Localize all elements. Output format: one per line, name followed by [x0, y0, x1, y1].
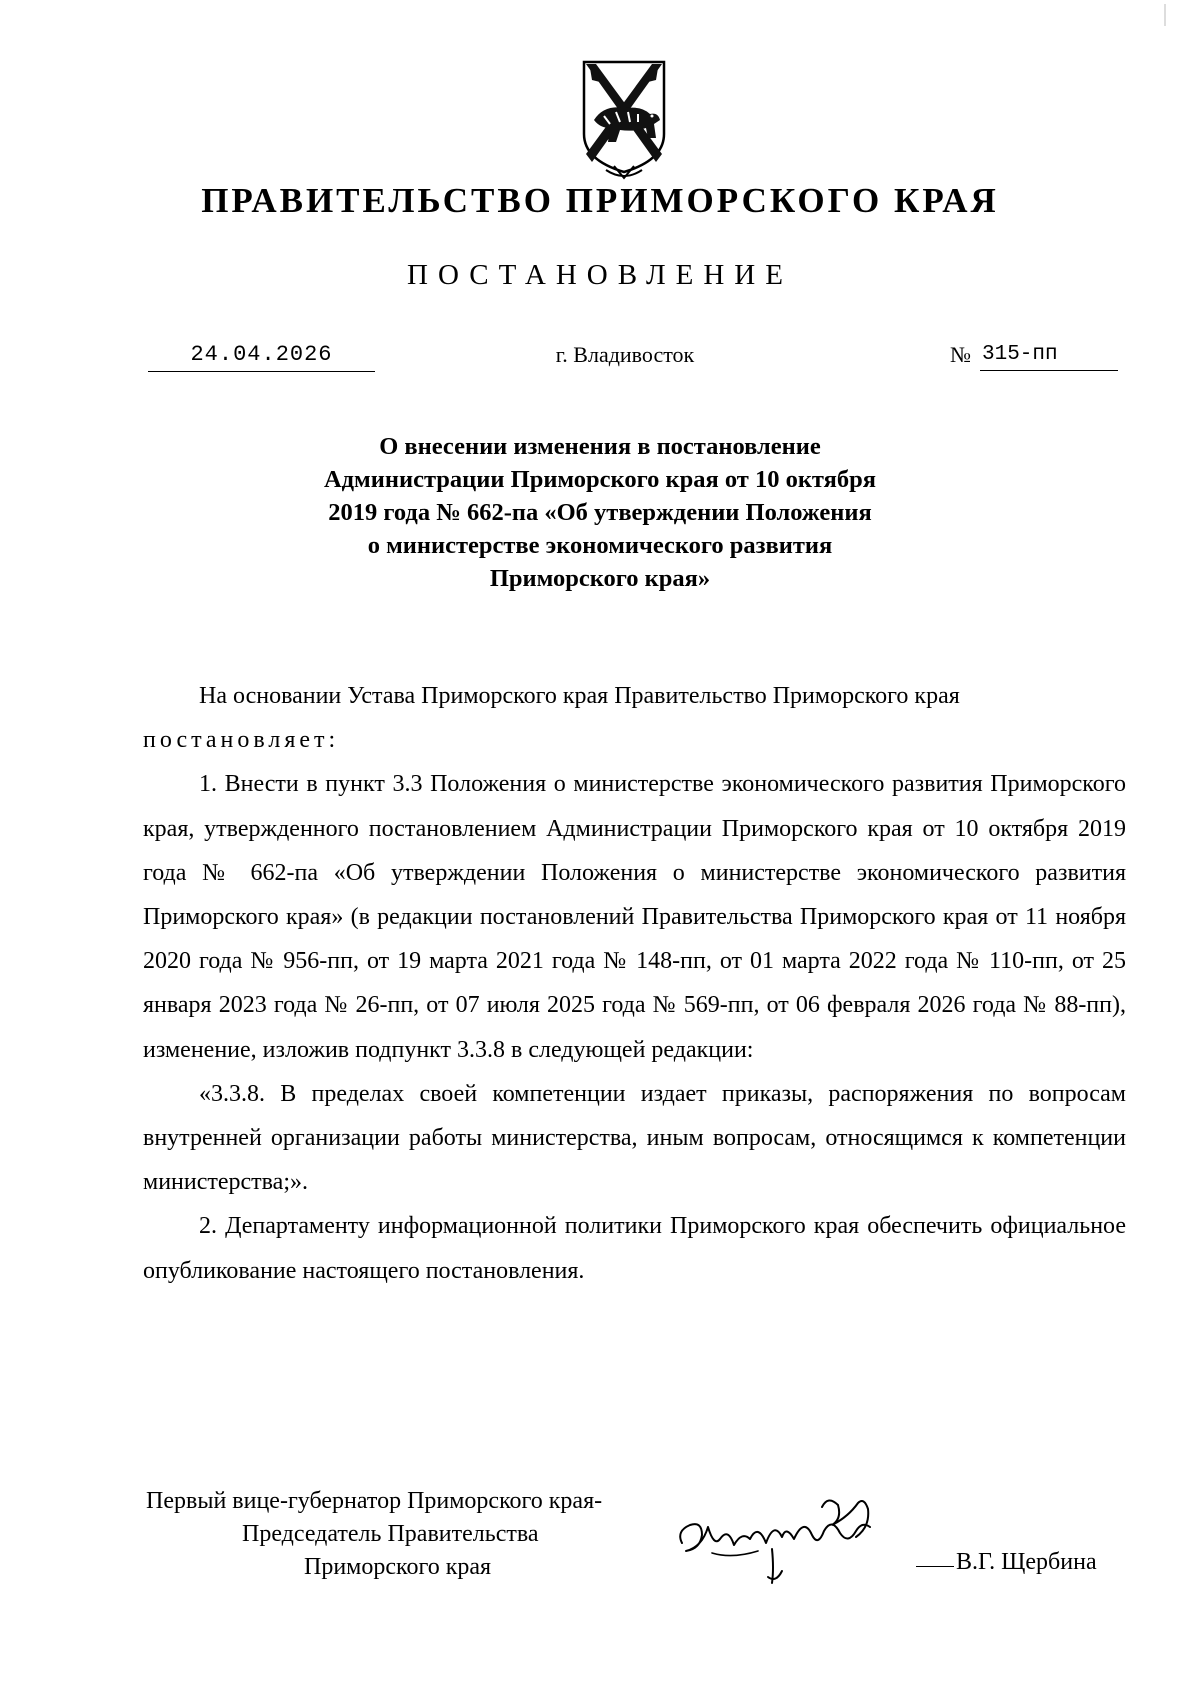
- heading-line: Администрации Приморского края от 10 октября: [323, 466, 877, 493]
- heading-line: Приморского края»: [489, 565, 711, 592]
- decree-word: постановляет:: [143, 727, 340, 754]
- signatory-position-line: Председатель Правительства: [242, 1521, 539, 1547]
- item-1-quote-paragraph: «3.3.8. В пределах своей компетенции издает приказы, распоряжения по вопросам внутренней организации работы министерства, иным вопросам, относящимся к компетенции министерства;».: [143, 1080, 1126, 1196]
- heading-line: о министерстве экономического развития: [367, 532, 833, 559]
- preamble-paragraph: На основании Устава Приморского края Правительство Приморского края: [199, 683, 960, 709]
- item-2-paragraph: 2. Департаменту информационной политики Приморского края обеспечить официальное опубликование настоящего постановления.: [143, 1213, 1126, 1284]
- document-type: ПОСТАНОВЛЕНИЕ: [407, 259, 793, 291]
- document-city: г. Владивосток: [555, 342, 695, 367]
- primorsky-krai-coat-of-arms-icon: [570, 58, 678, 180]
- heading-line: О внесении изменения в постановление: [379, 433, 821, 460]
- item-1-paragraph: 1. Внести в пункт 3.3 Положения о министерстве экономического развития Приморского края, утвержденного постановлением Администрации Приморского края от 10 октября 2019 года № 662-па «Об утверждении Положения о министерстве экономического развития Приморского края» (в редакции постановлений Правительства Приморского края от 11 ноября 2020 года № 956-пп, от 19 марта 2021 года № 148-пп, от 01 марта 2022 года № 110-пп, от 25 января 2023 года № 26-пп, от 07 июля 2025 года № 569-пп, от 06 февраля 2026 года № 88-пп), изменение, изложив подпункт 3.3.8 в следующей редакции:: [143, 771, 1126, 1063]
- signatory-position: [146, 1485, 706, 1584]
- signatory-position-line: Приморского края: [304, 1554, 492, 1580]
- document-body: [143, 674, 1126, 1293]
- organization-name: ПРАВИТЕЛЬСТВО ПРИМОРСКОГО КРАЯ: [201, 181, 999, 220]
- heading-line: 2019 года № 662-па «Об утверждении Положения: [328, 499, 872, 526]
- handwritten-signature: [672, 1487, 920, 1591]
- signature-line: [916, 1566, 954, 1567]
- document-date: 24.04.2026: [148, 341, 375, 372]
- signatory-position-line: Первый вице-губернатор Приморского края-: [146, 1488, 603, 1514]
- document-number-sign: №: [950, 342, 971, 367]
- document-number: 315-пп: [980, 341, 1118, 371]
- scan-mark: [1162, 4, 1168, 26]
- document-heading: [250, 430, 950, 595]
- signatory-name: В.Г. Щербина: [956, 1549, 1097, 1575]
